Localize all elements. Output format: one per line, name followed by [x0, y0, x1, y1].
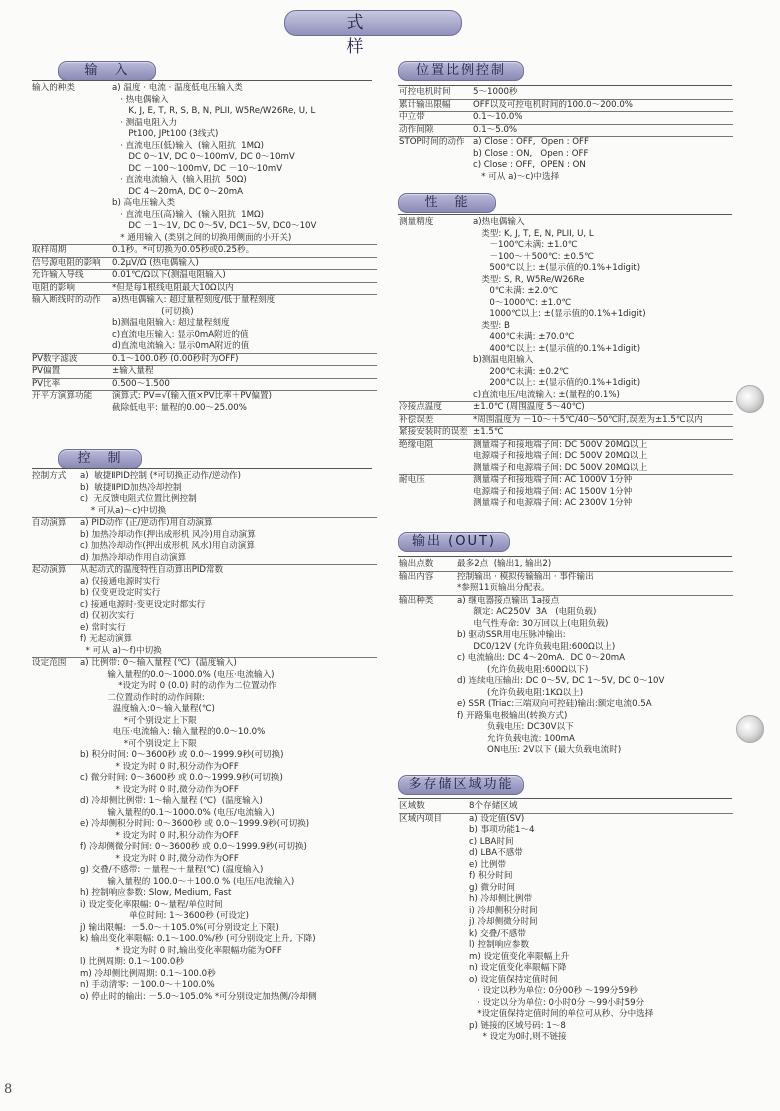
spec-label: 动作间隙 [399, 124, 434, 135]
spec-row [32, 378, 377, 391]
spec-label: 累计输出限幅 [399, 99, 451, 110]
spec-value [80, 658, 377, 1003]
spec-value-line: m) 冷却侧比例周期: 0.1～100.0秒 [80, 968, 216, 979]
spec-label: 测量精度 [399, 217, 434, 227]
spec-label: 设定范围 [32, 658, 67, 668]
spec-value-line: (可切换) [112, 306, 194, 317]
spec-value [112, 391, 377, 414]
spec-value-line: * 设定为时 0 时,微分动作为OFF [80, 853, 239, 864]
spec-value [473, 87, 733, 99]
spec-value [457, 559, 733, 571]
spec-value-line: h) 控制响应参数: Slow, Medium, Fast [80, 888, 232, 898]
spec-value-line: c) 接通电源时·变更设定时都实行 [80, 599, 206, 610]
spec-value-line: 电源端子和接地端子间: DC 500V 20MΩ以上 [473, 451, 648, 461]
spec-value-line: 单位时间: 1～3600秒 (可设定) [80, 911, 249, 921]
spec-label: 绝缘电阻 [399, 439, 434, 450]
spec-value-line: 0℃未满: ±2.0℃ [473, 286, 558, 296]
spec-value-line: c) 无反馈电阻式位置比例控制 [80, 494, 197, 504]
spec-value-line: 测量端子和电源端子间: DC 500V 20MΩ以上 [473, 462, 648, 473]
spec-value [112, 245, 377, 257]
spec-row [399, 813, 733, 1044]
spec-value-line: b) 加热冷却动作(押出成形机 风冷)用自动演算 [80, 529, 256, 540]
spec-value-line: DC －1～1V, DC 0～5V, DC1～5V, DC0～10V [112, 221, 317, 231]
spec-value [112, 258, 377, 270]
spec-row [32, 269, 377, 282]
divider [32, 468, 372, 469]
spec-label: 输入的种类 [32, 83, 75, 93]
spec-label: 区域数 [399, 801, 425, 811]
spec-value-line: b) 敏捷ⅡPID加热冷却控制 [80, 482, 182, 493]
spec-row [32, 365, 377, 378]
divider [398, 556, 732, 557]
spec-value-line: c) 电流输出: DC 4～20mA. DC 0～20mA [457, 653, 626, 663]
section-heading-position-control: 位置比例控制 [398, 61, 524, 81]
spec-value-line: d) 仅初次实行 [80, 611, 135, 621]
spec-value-line: * 设定为时 0 时,积分动作为OFF [80, 830, 239, 841]
spec-value-line: *周围温度为 －10～＋5℃/40～50℃时,误差为±1.5℃以内 [473, 414, 703, 425]
spec-value-line: e) 常时实行 [80, 622, 126, 633]
spec-value-line: 输入量程的0.1～1000.0% (电压/电流输入) [80, 807, 275, 818]
spec-label: 区域内项目 [399, 813, 442, 824]
spec-value-line: * 设定为0时,则不链接 [469, 1032, 567, 1042]
spec-value-line: ±1.5℃ [473, 427, 504, 437]
spec-value-line: i) 设定变化率限幅: 0～量程/单位时间 [80, 899, 223, 910]
spec-value-line: 电压·电流输入: 输入量程的0.0～10.0% [80, 727, 266, 737]
spec-value-line: a) 敏捷ⅡPID控制 (*可切换正动作/逆动作) [80, 471, 241, 481]
spec-row [399, 439, 733, 475]
spec-row [32, 257, 377, 270]
spec-row [32, 282, 377, 295]
spec-value-line: 类型: K, J, T, E, N, PLII, U, L [473, 228, 594, 239]
spec-row [32, 294, 377, 353]
section-heading-output: 输出 (OUT) [398, 532, 510, 552]
spec-value-line: *可个别设定上下限 [80, 738, 197, 749]
spec-value-line: f) 积分时间 [469, 871, 513, 881]
spec-value-line: d) LBA不感带 [469, 848, 523, 858]
spec-value-line: 二位置动作时的动作间隙: [80, 692, 205, 703]
spec-row [32, 353, 377, 366]
spec-row [32, 657, 377, 1003]
spec-value-line: m) 设定值变化率限幅上升 [469, 951, 570, 962]
spec-value-line: · 直流电压(高)输入 (输入阻抗 1MΩ) [112, 209, 264, 220]
spec-value-line: *参照11页输出分配表。 [457, 583, 550, 593]
spec-value-line: f) 开路集电极输出(转换方式) [457, 710, 568, 721]
spec-row [32, 390, 377, 414]
spec-value-line: a) PID动作 (正/逆动作)用自动演算 [80, 518, 213, 528]
spec-value [457, 596, 733, 757]
binder-hole [736, 385, 764, 413]
spec-row [399, 426, 733, 439]
spec-value-line: h) 冷却侧比例带 [469, 894, 533, 904]
spec-value-line: c) 微分时间: 0～3600秒 或 0.0～1999.9秒(可切换) [80, 773, 283, 783]
spec-value [112, 283, 377, 295]
spec-value-line: DC －100～100mV, DC －10～10mV [112, 163, 283, 174]
spec-value-line: a)热电偶输入 [473, 217, 525, 227]
spec-value-line: a)热电偶输入: 超过量程刻度/低于量程刻度 [112, 295, 276, 305]
spec-value-line: 测量端子和电源端子间: AC 2300V 1分钟 [473, 498, 633, 508]
spec-value [473, 475, 733, 510]
spec-value-line: *设定为时 0 (0.0) 时的动作为二位置动作 [80, 681, 277, 691]
spec-value-line: j) 输出限幅: －5.0～＋105.0%(可分别设定上下限) [80, 922, 279, 933]
spec-value-line: ON电压: 2V以下 (最大负载电流时) [457, 745, 622, 755]
spec-value-line: 演算式: PV=√(输入值×PV比率＋PV偏置) [112, 391, 272, 401]
spec-value [80, 471, 377, 517]
spec-value-line: k) 输出变化率限幅: 0.1～100.0%/秒 (可分别设定上升, 下降) [80, 934, 316, 944]
spec-row [32, 471, 377, 517]
spec-value [80, 518, 377, 564]
spec-row [399, 559, 733, 571]
spec-value-line: ±1.0℃ (周围温度 5～40℃) [473, 402, 585, 412]
spec-value [473, 137, 733, 183]
performance-spec-table [399, 217, 733, 510]
spec-row [399, 414, 733, 427]
section-heading-control: 控 制 [58, 449, 142, 469]
spec-value-line: o) 设定值保持定值时间 [469, 974, 558, 985]
spec-value-line: 电源端子和接地端子间: AC 1500V 1分钟 [473, 486, 633, 497]
spec-value-line: a) 温度 · 电流 · 温度低电压输入类 [112, 83, 243, 93]
page-title: 式 样 [284, 10, 462, 36]
divider [398, 85, 732, 86]
spec-value-line: o) 停止时的输出: －5.0～105.0% *可分别设定加热侧/冷却侧 [80, 991, 317, 1002]
spec-value-line: f) 冷却侧微分时间: 0～3600秒 或 0.0～1999.9秒(可切换) [80, 842, 307, 852]
spec-label: PV偏置 [32, 366, 61, 376]
spec-label: 自动演算 [32, 518, 67, 528]
spec-label: 耐电压 [399, 475, 425, 485]
spec-value-line: 1000℃以上: ±(显示值的0.1%+1digit) [473, 309, 646, 319]
spec-value-line: 额定: AC250V 3A (电阻负载) [457, 607, 597, 617]
spec-label: PV数字滤波 [32, 353, 78, 364]
spec-value-line: · 热电偶输入 [112, 94, 169, 105]
spec-value [112, 295, 377, 353]
spec-value-line: c) LBA时间 [469, 836, 514, 847]
spec-value [473, 112, 733, 124]
spec-value-line: 0.1～10.0% [473, 112, 523, 122]
spec-value-line: 5～1000秒 [473, 87, 518, 97]
spec-value-line: 从起动式的温度特性自动算出PID常数 [80, 565, 224, 575]
spec-value [473, 100, 733, 112]
spec-value-line: 类型: S, R, W5Re/W26Re [473, 274, 585, 285]
spec-value-line: b) Close : ON, Open : OFF [473, 148, 589, 159]
spec-label: 输出点数 [399, 559, 434, 569]
spec-value-line: 500℃以上: ±(显示值的0.1%+1digit) [473, 263, 641, 273]
spec-value-line: f) 无起动演算 [80, 634, 133, 644]
spec-row [399, 217, 733, 401]
section-heading-multi-memory: 多存储区域功能 [398, 775, 524, 795]
spec-label: PV比率 [32, 378, 61, 389]
spec-value-line: DC 0～1V, DC 0～100mV, DC 0～10mV [112, 152, 295, 162]
spec-value-line: *设定值保持定值时间的单位可从秒、分中选择 [469, 1009, 654, 1019]
spec-value-line: DC0/12V (允许负载电阻:600Ω以上) [457, 641, 616, 652]
spec-value-line: 0.2μV/Ω (热电偶输入) [112, 257, 199, 268]
spec-label: 输入断线时的动作 [32, 295, 101, 305]
spec-value-line: K, J, E, T, R, S, B, N, PLII, W5Re/W26Re, U, L [112, 106, 316, 116]
spec-value-line: · 设定以分为单位: 0小时0分 ～99小时59分 [469, 997, 645, 1008]
spec-value-line: ±输入量程 [112, 366, 154, 376]
spec-value-line: d) 冷却侧比例带: 1～输入量程 (℃) (温度输入) [80, 796, 263, 806]
spec-label: 开平方演算功能 [32, 391, 93, 401]
spec-value-line: * 通用输入 (类别之间的切换用侧面的小开关) [112, 232, 292, 243]
spec-value-line: d) 连续电压输出: DC 0～5V, DC 1～5V, DC 0～10V [457, 676, 665, 686]
spec-value-line: OFF以及可控电机时间的100.0～200.0% [473, 99, 633, 110]
spec-row [399, 801, 733, 813]
spec-value-line: b) 积分时间: 0～3600秒 或 0.0～1999.9秒(可切换) [80, 750, 284, 760]
spec-value-line: e) SSR (Triac:三端双向可控硅)输出:额定电流0.5A [457, 699, 652, 709]
spec-value-line: * 设定为时 0 时,积分动作为OFF [80, 761, 239, 772]
output-spec-table [399, 559, 733, 757]
input-spec-table [32, 83, 377, 414]
spec-value-line: 0.1～5.0% [473, 124, 518, 135]
spec-value [457, 572, 733, 595]
spec-label: STOP时间的动作 [399, 137, 465, 147]
spec-label: 输出内容 [399, 571, 434, 582]
spec-value-line: 输入量程的0.0～1000.0% (电压·电流输入) [80, 669, 275, 680]
spec-label: 冷接点温度 [399, 402, 442, 412]
spec-row [399, 124, 733, 137]
spec-value-line: d)直流电流输入: 显示0mA附近的值 [112, 341, 250, 351]
spec-value-line: 输入量程的 100.0～＋100.0 % (电压/电流输入) [80, 876, 295, 887]
spec-value-line: 0.1～100.0秒 (0.00秒时为OFF) [112, 353, 239, 364]
spec-value-line: d) 加热冷却动作用自动演算 [80, 552, 187, 563]
spec-value-line: 400℃未满: ±70.0℃ [473, 332, 575, 342]
divider [398, 798, 732, 799]
spec-value-line: 电气性寿命: 30万回以上(电阻负载) [457, 618, 609, 629]
spec-value-line: a) 设定值(SV) [469, 813, 525, 824]
spec-value-line: · 直流电压(低)输入 (输入阻抗 1MΩ) [112, 140, 264, 151]
spec-value-line: 0.500～1.500 [112, 378, 170, 389]
spec-value-line: (允许负载电阻:600Ω以下) [457, 664, 589, 675]
spec-value [112, 270, 377, 282]
spec-value-line: b) 仅变更设定时实行 [80, 588, 161, 598]
spec-value-line: 允许负载电流: 100mA [457, 733, 575, 744]
spec-value-line: k) 交叠/不感带 [469, 928, 526, 939]
spec-value [80, 565, 377, 657]
spec-value-line: * 设定为时 0 时,输出变化率限幅功能为OFF [80, 945, 282, 956]
spec-value-line: 0～1000℃: ±1.0℃ [473, 297, 572, 308]
spec-value [112, 83, 377, 244]
spec-row [399, 571, 733, 595]
spec-value-line: g) 微分时间 [469, 882, 515, 893]
spec-value-line: g) 交叠/不感带: －量程～＋量程(℃) (温度输入) [80, 865, 264, 875]
page-number: 8 [4, 1082, 13, 1097]
spec-value-line: a) 继电器接点输出 1a接点 [457, 595, 560, 606]
spec-value-line: *可个别设定上下限 [80, 715, 197, 726]
spec-value-line: · 测温电阻入力 [112, 117, 178, 128]
spec-label: 可控电机时间 [399, 87, 451, 97]
spec-value-line: 0.01℃/Ω以下(测温电阻输入) [112, 270, 226, 280]
spec-value-line: DC 4～20mA, DC 0～20mA [112, 186, 244, 197]
spec-value-line: b) 高电压输入类 [112, 198, 176, 208]
spec-value-line: a) 仅接通电源时实行 [80, 576, 161, 587]
spec-label: 中立带 [399, 112, 425, 122]
spec-value-line: a) 比例带: 0～输入量程 (℃) (温度输入) [80, 658, 237, 668]
spec-row [399, 87, 733, 99]
spec-value-line: 温度输入:0～输入量程(℃) [80, 704, 215, 714]
spec-label: 紧接安装时的误差 [399, 427, 468, 437]
spec-value-line: 测量端子和接地端子间: DC 500V 20MΩ以上 [473, 439, 648, 450]
spec-value-line: n) 手动清零: －100.0～＋100.0% [80, 980, 215, 990]
spec-label: 信号源电阻的影响 [32, 257, 101, 268]
section-heading-performance: 性 能 [398, 193, 496, 213]
spec-row [399, 474, 733, 510]
spec-value-line: * 可从a)～c)中切换 [80, 505, 167, 516]
spec-value-line: c)直流电压输入: 显示0mA附近的值 [112, 329, 249, 340]
spec-row [32, 517, 377, 564]
spec-value-line: －100～＋500℃: ±0.5℃ [473, 251, 594, 262]
divider [32, 80, 372, 81]
spec-value-line: p) 链接的区域号码: 1～8 [469, 1020, 566, 1031]
spec-value [112, 366, 377, 378]
spec-value-line: l) 比例周期: 0.1～100.0秒 [80, 957, 184, 967]
spec-value-line: · 直流电流输入 (输入阻抗 50Ω) [112, 175, 247, 185]
spec-row [399, 99, 733, 112]
spec-value-line: * 可从 a)～f)中切换 [80, 645, 162, 656]
spec-value [473, 217, 733, 401]
spec-row [32, 564, 377, 657]
spec-value-line: 200℃以上: ±(显示值的0.1%+1digit) [473, 378, 641, 388]
spec-label: 输出种类 [399, 595, 434, 606]
spec-value-line: (允许负载电阻:1KΩ以上) [457, 687, 584, 698]
spec-value-line: n) 设定值变化率限幅下降 [469, 963, 567, 973]
spec-value [473, 125, 733, 137]
spec-value [473, 440, 733, 475]
spec-value [112, 354, 377, 366]
spec-value-line: －100℃未满: ±1.0℃ [473, 240, 578, 250]
spec-value-line: b)测温电阻输入: 超过量程刻度 [112, 318, 230, 328]
spec-row [399, 136, 733, 183]
spec-value-line: 截除低电平: 量程的0.00～25.00% [112, 402, 247, 413]
spec-value-line: b) 事项功能1～4 [469, 825, 535, 835]
spec-value-line: 最多2点 (输出1, 输出2) [457, 559, 552, 569]
spec-value [473, 402, 733, 414]
spec-label: 控制方式 [32, 471, 67, 481]
multi-memory-spec-table [399, 801, 733, 1044]
section-heading-input: 输 入 [58, 61, 156, 81]
binder-hole [736, 715, 764, 743]
spec-row [32, 244, 377, 257]
spec-value-line: 200℃未满: ±0.2℃ [473, 366, 569, 377]
spec-value-line: e) 比例带 [469, 859, 507, 870]
spec-label: 允许输入导线 [32, 270, 84, 280]
spec-label: 补偿误差 [399, 414, 434, 425]
spec-value-line: 0.1秒。*可切换为0.05秒或0.25秒。 [112, 245, 255, 255]
spec-value-line: a) Close : OFF, Open : OFF [473, 137, 589, 147]
spec-label: 取样周期 [32, 245, 67, 255]
divider [398, 214, 732, 215]
spec-value-line: * 可从 a)～c)中选择 [473, 171, 560, 182]
spec-value-line: b)测温电阻输入 [473, 355, 534, 365]
spec-value-line: c)直流电压/电流输入: ±(量程的0.1%) [473, 389, 620, 400]
spec-value-line: j) 冷却侧微分时间 [469, 917, 538, 927]
spec-value [473, 427, 733, 439]
spec-value-line: l) 控制响应参数 [469, 940, 530, 950]
spec-value-line: · 设定以秒为单位: 0分00秒 ～199分59秒 [469, 986, 638, 996]
spec-value-line: 负载电压: DC30V以下 [457, 722, 574, 732]
spec-value-line: 测量端子和接地端子间: AC 1000V 1分钟 [473, 475, 633, 485]
spec-row [399, 111, 733, 124]
spec-value [469, 814, 733, 1044]
position-control-spec-table [399, 87, 733, 183]
spec-value-line: Pt100, JPt100 (3线式) [112, 129, 219, 139]
spec-value-line: 控制输出 · 模拟传输输出 · 事件输出 [457, 571, 594, 582]
spec-value-line: c) 加热冷却动作(押出成形机 风水)用自动演算 [80, 541, 255, 551]
spec-value-line: 400℃以上: ±(显示值的0.1%+1digit) [473, 343, 641, 354]
spec-value-line: e) 冷却侧积分时间: 0～3600秒 或 0.0～1999.9秒(可切换) [80, 819, 310, 829]
spec-value-line: c) Close : OFF, OPEN : ON [473, 160, 586, 170]
spec-value-line: * 设定为时 0 时,微分动作为OFF [80, 784, 239, 795]
spec-value-line: 8个存储区域 [469, 801, 518, 811]
spec-label: 电阻的影响 [32, 282, 75, 293]
spec-row [32, 83, 377, 244]
spec-value-line: 类型: B [473, 320, 510, 331]
spec-label: 起动演算 [32, 565, 67, 575]
spec-value-line: i) 冷却侧积分时间 [469, 905, 538, 916]
spec-row [399, 595, 733, 757]
control-spec-table [32, 471, 377, 1003]
spec-value [112, 379, 377, 391]
spec-value [473, 415, 733, 427]
spec-value [469, 801, 733, 813]
spec-value-line: b) 驱动SSR用电压脉冲输出: [457, 630, 566, 640]
spec-row [399, 401, 733, 414]
spec-value-line: *但是每1根线电阻最大10Ω以内 [112, 282, 234, 293]
